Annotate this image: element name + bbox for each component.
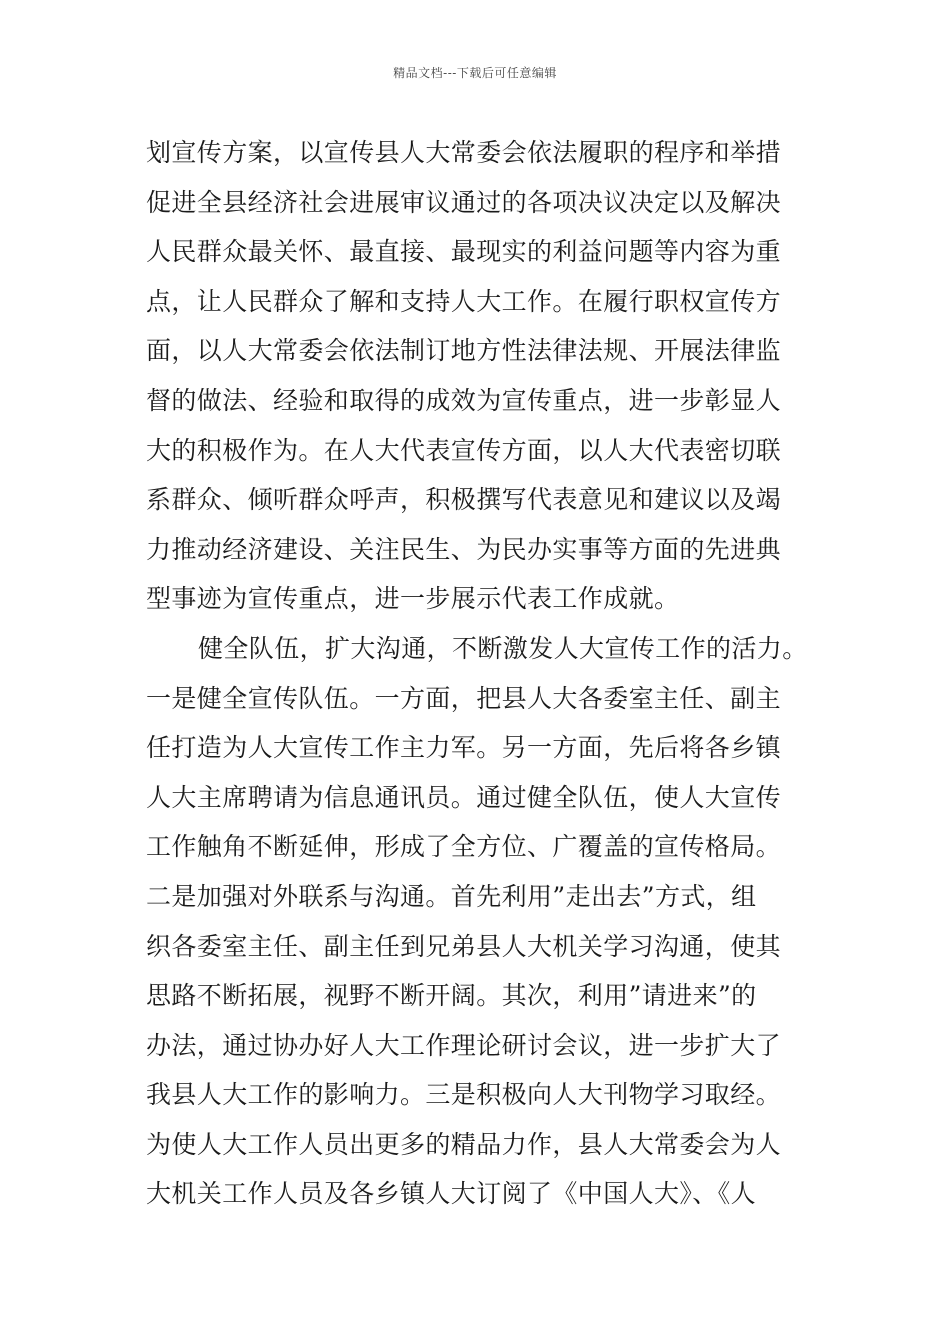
text-line: 为使人大工作人员出更多的精品力作，县人大常委会为人 xyxy=(146,1129,782,1159)
text-line: 一是健全宣传队伍。一方面，把县人大各委室主任、副主 xyxy=(146,683,782,713)
text-line: 大的积极作为。在人大代表宣传方面，以人大代表密切联 xyxy=(146,435,782,465)
page-header: 精品文档---下载后可任意编辑 xyxy=(393,66,557,80)
text-line: 大机关工作人员及各乡镇人大订阅了《中国人大》、《人 xyxy=(146,1179,757,1209)
text-line: 思路不断拓展，视野不断开阔。其次，利用”请进来”的 xyxy=(146,981,757,1011)
text-line: 织各委室主任、副主任到兄弟县人大机关学习沟通，使其 xyxy=(146,931,782,961)
text-line: 型事迹为宣传重点，进一步展示代表工作成就。 xyxy=(146,584,680,614)
text-line: 我县人大工作的影响力。三是积极向人大刊物学习取经。 xyxy=(146,1080,782,1110)
text-line: 人大主席聘请为信息通讯员。通过健全队伍，使人大宣传 xyxy=(146,782,782,812)
text-line: 点，让人民群众了解和支持人大工作。在履行职权宣传方 xyxy=(146,286,782,316)
text-line: 划宣传方案，以宣传县人大常委会依法履职的程序和举措 xyxy=(146,138,782,167)
paragraph-first-line: 健全队伍，扩大沟通，不断激发人大宣传工作的活力。 xyxy=(198,633,808,663)
text-line: 办法，通过协办好人大工作理论研讨会议，进一步扩大了 xyxy=(146,1030,782,1060)
text-line: 促进全县经济社会进展审议通过的各项决议决定以及解决 xyxy=(146,187,782,217)
text-line: 力推动经济建设、关注民生、为民办实事等方面的先进典 xyxy=(146,534,782,564)
body-text xyxy=(146,128,846,1219)
text-line: 面，以人大常委会依法制订地方性法律法规、开展法律监 xyxy=(146,336,782,366)
text-line: 人民群众最关怀、最直接、最现实的利益问题等内容为重 xyxy=(146,237,782,267)
text-line: 任打造为人大宣传工作主力军。另一方面，先后将各乡镇 xyxy=(146,733,782,763)
text-line: 督的做法、经验和取得的成效为宣传重点，进一步彰显人 xyxy=(146,385,782,415)
text-line: 工作触角不断延伸，形成了全方位、广覆盖的宣传格局。 xyxy=(146,832,782,862)
text-line: 系群众、倾听群众呼声，积极撰写代表意见和建议以及竭 xyxy=(146,485,782,515)
text-line: 二是加强对外联系与沟通。首先利用”走出去”方式，组 xyxy=(146,881,757,911)
